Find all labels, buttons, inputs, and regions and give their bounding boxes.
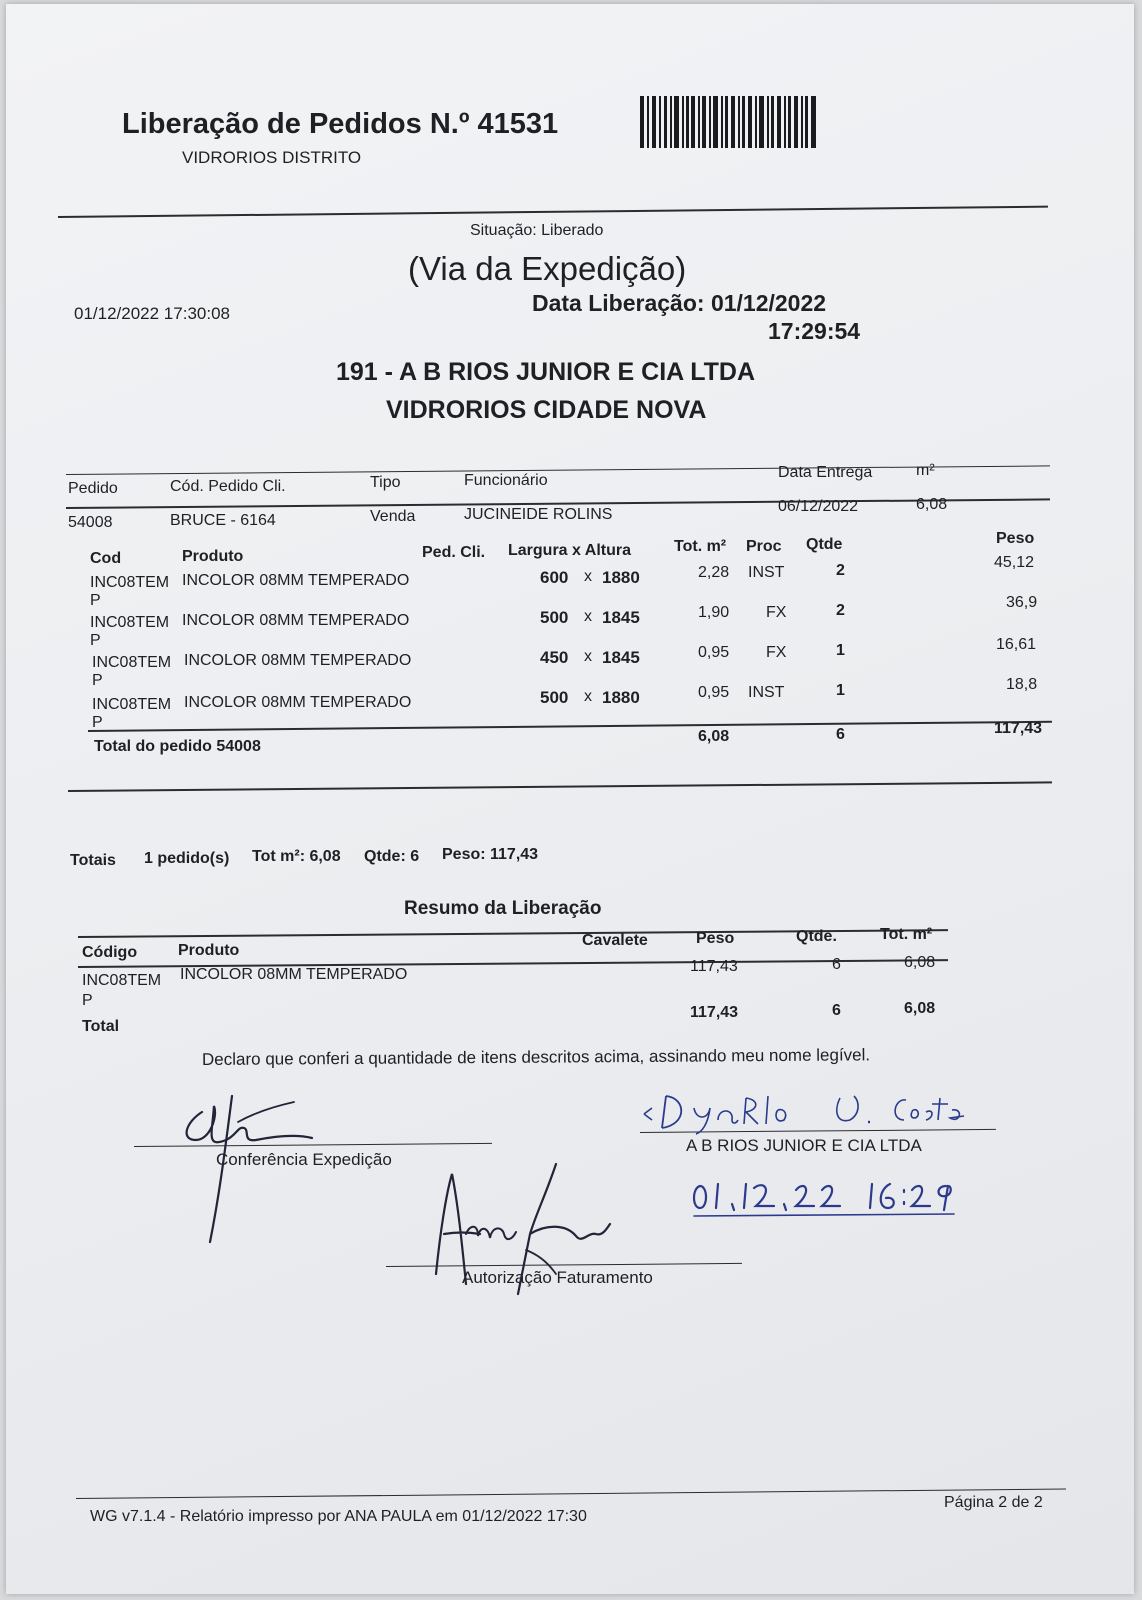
value-m2: 6,08 <box>916 496 948 513</box>
label-pedido: Pedido <box>68 480 118 497</box>
item-produto: INCOLOR 08MM TEMPERADO <box>184 694 412 711</box>
value-tipo: Venda <box>370 508 416 525</box>
handwritten-date <box>690 1174 980 1224</box>
totais-m2: Tot m²: 6,08 <box>252 848 341 865</box>
resumo-title: Resumo da Liberação <box>404 898 602 919</box>
autorizacao-signature <box>406 1154 646 1304</box>
item-x: x <box>584 608 592 625</box>
col-qtde: Qtde <box>806 536 843 553</box>
label-m2: m² <box>916 462 935 479</box>
resumo-total-label: Total <box>82 1018 120 1035</box>
document-page <box>6 4 1134 1594</box>
resumo-col-codigo: Código <box>82 944 138 961</box>
item-qtde: 1 <box>836 642 845 659</box>
item-proc: INST <box>748 564 785 581</box>
via-title: (Via da Expedição) <box>408 250 687 287</box>
totais-pedidos: 1 pedido(s) <box>144 850 230 867</box>
item-peso: 45,12 <box>994 554 1035 571</box>
item-altura: 1880 <box>602 568 640 587</box>
item-cod: INC08TEM <box>90 574 170 591</box>
col-peso: Peso <box>996 530 1035 547</box>
item-proc: FX <box>766 604 787 621</box>
item-largura: 600 <box>540 568 569 587</box>
resumo-codigo-suffix: P <box>82 992 93 1009</box>
data-liberacao-time: 17:29:54 <box>768 318 861 344</box>
item-cod-suffix: P <box>92 714 103 731</box>
situacao-text: Situação: Liberado <box>470 222 604 239</box>
client-store: VIDRORIOS CIDADE NOVA <box>386 396 707 424</box>
item-x: x <box>584 688 592 705</box>
totais-qtde: Qtde: 6 <box>364 848 420 865</box>
item-cod: INC08TEM <box>92 654 172 671</box>
item-cod-suffix: P <box>92 672 103 689</box>
item-produto: INCOLOR 08MM TEMPERADO <box>182 572 410 589</box>
resumo-produto: INCOLOR 08MM TEMPERADO <box>180 966 408 983</box>
data-liberacao: Data Liberação: 01/12/2022 <box>532 290 827 316</box>
item-qtde: 1 <box>836 682 845 699</box>
resumo-total-peso: 117,43 <box>690 1004 739 1021</box>
item-cod-suffix: P <box>90 632 101 649</box>
resumo-col-produto: Produto <box>178 942 240 959</box>
company-name: VIDRORIOS DISTRITO <box>182 148 362 167</box>
item-cod-suffix: P <box>90 592 101 609</box>
document-title: Liberação de Pedidos N.º 41531 <box>122 108 559 140</box>
resumo-col-cavalete: Cavalete <box>582 932 648 949</box>
items-total-divider <box>88 721 1052 732</box>
order-top-divider <box>66 465 1050 475</box>
order-total-qtde: 6 <box>836 726 845 743</box>
col-ped-cli: Ped. Cli. <box>422 544 486 561</box>
item-proc: INST <box>748 684 785 701</box>
resumo-peso: 117,43 <box>690 958 738 975</box>
item-tot-m2: 1,90 <box>698 604 730 621</box>
value-data-entrega: 06/12/2022 <box>778 498 859 515</box>
item-qtde: 2 <box>836 562 845 579</box>
totais-peso: Peso: 117,43 <box>442 846 539 863</box>
item-proc: FX <box>766 644 787 661</box>
order-total-peso: 117,43 <box>994 720 1043 737</box>
totais-label: Totais <box>70 852 116 869</box>
item-tot-m2: 0,95 <box>698 644 730 661</box>
item-x: x <box>584 648 592 665</box>
item-tot-m2: 2,28 <box>698 564 730 581</box>
footer-divider <box>76 1488 1066 1499</box>
item-altura: 1845 <box>602 608 640 627</box>
resumo-col-qtde: Qtde. <box>796 928 837 945</box>
col-proc: Proc <box>746 538 782 555</box>
label-data-entrega: Data Entrega <box>778 464 873 481</box>
label-tipo: Tipo <box>370 474 401 491</box>
conferencia-label: Conferência Expedição <box>216 1150 392 1169</box>
resumo-col-tot-m2: Tot. m² <box>880 926 933 943</box>
autorizacao-label: Autorização Faturamento <box>462 1268 653 1287</box>
item-largura: 500 <box>540 688 569 707</box>
item-altura: 1880 <box>602 688 640 707</box>
client-name: 191 - A B RIOS JUNIOR E CIA LTDA <box>336 358 756 386</box>
label-funcionario: Funcionário <box>464 472 548 489</box>
print-datetime: 01/12/2022 17:30:08 <box>74 304 230 323</box>
col-produto: Produto <box>182 548 244 565</box>
cliente-handwritten-name <box>638 1090 998 1136</box>
resumo-col-peso: Peso <box>696 930 735 947</box>
item-qtde: 2 <box>836 602 845 619</box>
resumo-total-tot-m2: 6,08 <box>904 1000 936 1017</box>
item-peso: 16,61 <box>996 636 1037 653</box>
item-x: x <box>584 568 592 585</box>
order-total-label: Total do pedido 54008 <box>94 738 261 755</box>
resumo-tot-m2: 6,08 <box>904 954 936 971</box>
declaration-text: Declaro que conferi a quantidade de itens descritos acima, assinando meu nome legível. <box>201 1045 871 1069</box>
conferencia-signature <box>166 1082 336 1252</box>
resumo-total-qtde: 6 <box>832 1002 841 1019</box>
item-produto: INCOLOR 08MM TEMPERADO <box>184 652 412 669</box>
value-pedido: 54008 <box>68 514 113 531</box>
value-funcionario: JUCINEIDE ROLINS <box>464 506 613 523</box>
item-altura: 1845 <box>602 648 640 667</box>
item-tot-m2: 0,95 <box>698 684 730 701</box>
header-divider <box>58 206 1048 218</box>
order-bottom-divider <box>68 781 1052 792</box>
item-cod: INC08TEM <box>90 614 170 631</box>
item-peso: 18,8 <box>1006 676 1038 693</box>
footer-printed-by: WG v7.1.4 - Relatório impresso por ANA PAULA em 01/12/2022 17:30 <box>90 1508 587 1525</box>
item-peso: 36,9 <box>1006 594 1038 611</box>
item-largura: 450 <box>540 648 569 667</box>
label-cod-pedido-cli: Cód. Pedido Cli. <box>170 478 286 495</box>
footer-page-number: Página 2 de 2 <box>944 1494 1043 1511</box>
cliente-label: A B RIOS JUNIOR E CIA LTDA <box>686 1136 922 1155</box>
resumo-qtde: 6 <box>832 956 841 973</box>
col-tot-m2: Tot. m² <box>674 538 727 555</box>
item-produto: INCOLOR 08MM TEMPERADO <box>182 612 410 629</box>
col-cod: Cod <box>90 550 122 567</box>
resumo-codigo: INC08TEM <box>82 972 162 989</box>
col-largura-altura: Largura x Altura <box>508 542 631 559</box>
item-cod: INC08TEM <box>92 696 172 713</box>
barcode-icon <box>640 96 818 148</box>
order-total-m2: 6,08 <box>698 728 730 745</box>
value-cod-pedido-cli: BRUCE - 6164 <box>170 512 276 529</box>
item-largura: 500 <box>540 608 569 627</box>
